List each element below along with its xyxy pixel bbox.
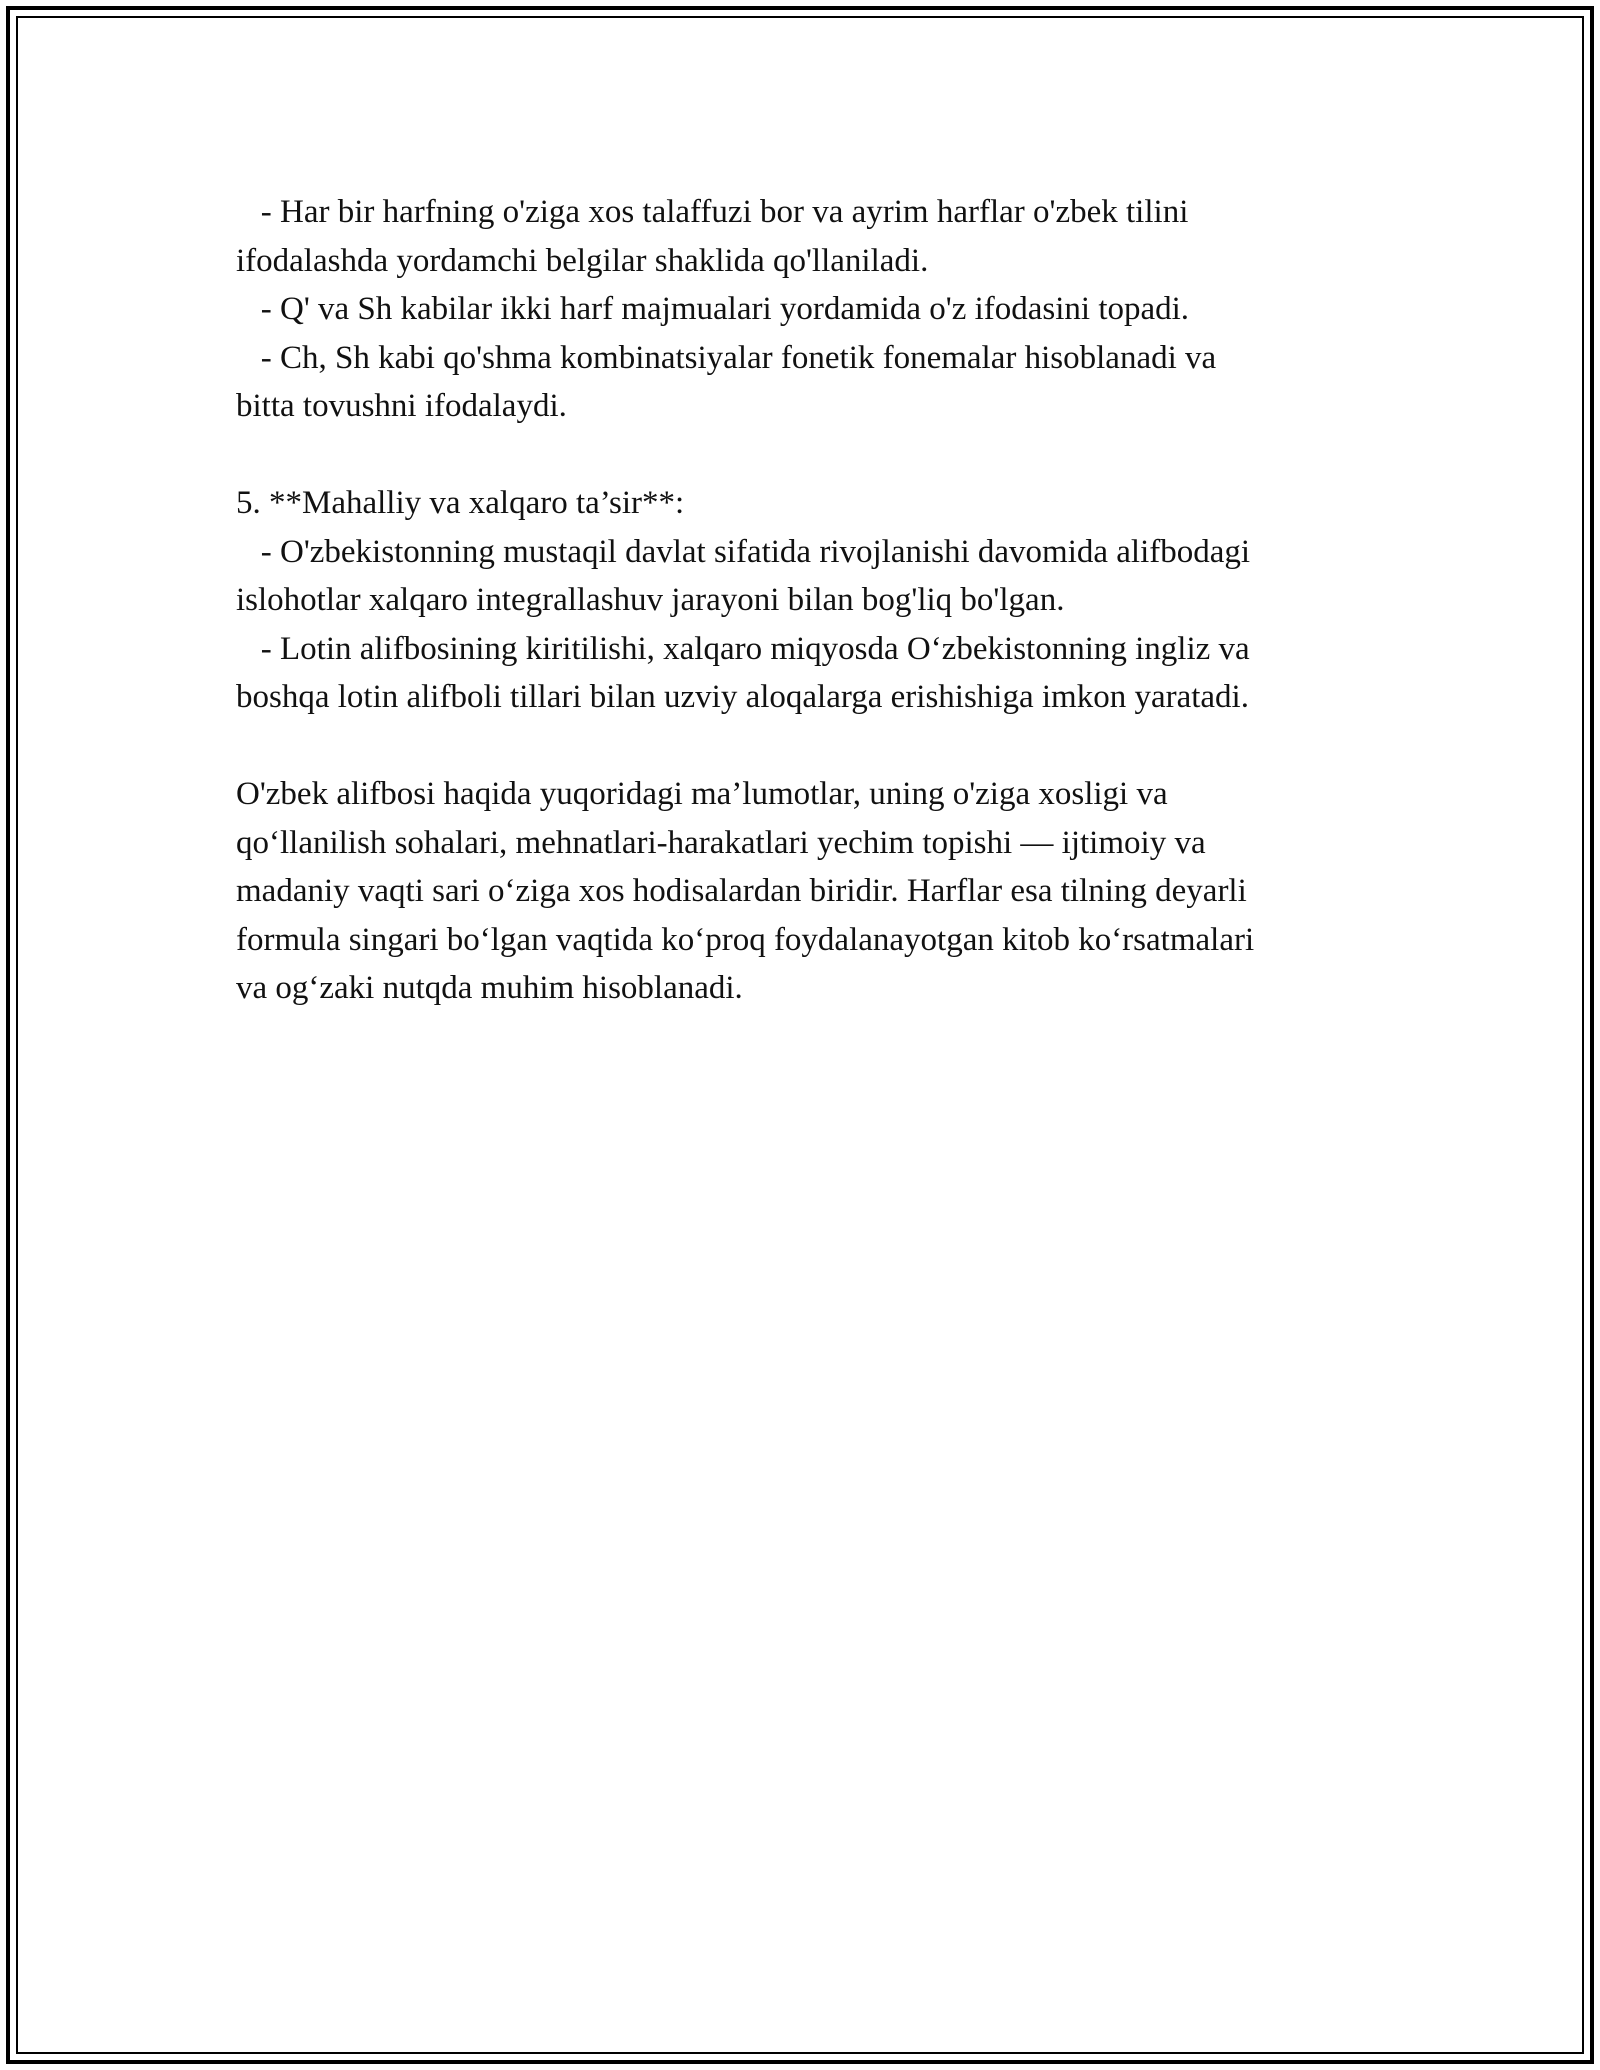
text-line: ifodalashda yordamchi belgilar shaklida qo'llaniladi.	[236, 242, 929, 279]
text-line: - Q' va Sh kabilar ikki harf majmualari yordamida o'z ifodasini topadi.	[236, 291, 1190, 327]
paragraph-spacer	[236, 722, 1386, 771]
document-body	[236, 188, 1386, 1013]
text-line: qo‘llanilish sohalari, mehnatlari-harakatlari yechim topishi — ijtimoiy va	[236, 824, 1206, 861]
paragraph-conclusion	[236, 770, 1386, 1013]
text-line: bitta tovushni ifodalaydi.	[236, 388, 567, 424]
text-line: islohotlar xalqaro integrallashuv jarayoni bilan bog'liq bo'lgan.	[236, 582, 1065, 618]
section-local-international-influence	[236, 479, 1386, 722]
paragraph-letters	[236, 188, 1386, 431]
text-line: - O'zbekistonning mustaqil davlat sifatida rivojlanishi davomida alifbodagi	[236, 533, 1251, 570]
text-line: - Ch, Sh kabi qo'shma kombinatsiyalar fonetik fonemalar hisoblanadi va	[236, 339, 1217, 376]
text-line: - Lotin alifbosining kiritilishi, xalqaro miqyosda O‘zbekistonning ingliz va	[236, 630, 1250, 667]
section-heading: 5. **Mahalliy va xalqaro ta’sir**:	[236, 485, 685, 521]
text-line: va og‘zaki nutqda muhim hisoblanadi.	[236, 970, 743, 1006]
text-line: boshqa lotin alifboli tillari bilan uzviy aloqalarga erishishiga imkon yaratadi.	[236, 679, 1249, 715]
text-line: - Har bir harfning o'ziga xos talaffuzi bor va ayrim harflar o'zbek tilini	[236, 194, 1189, 230]
text-line: madaniy vaqti sari o‘ziga xos hodisalardan biridir. Harflar esa tilning deyarli	[236, 873, 1247, 909]
text-line: formula singari bo‘lgan vaqtida ko‘proq foydalanayotgan kitob ko‘rsatmalari	[236, 921, 1255, 958]
paragraph-spacer	[236, 431, 1386, 480]
text-line: O'zbek alifbosi haqida yuqoridagi ma’lumotlar, uning o'ziga xosligi va	[236, 776, 1168, 812]
